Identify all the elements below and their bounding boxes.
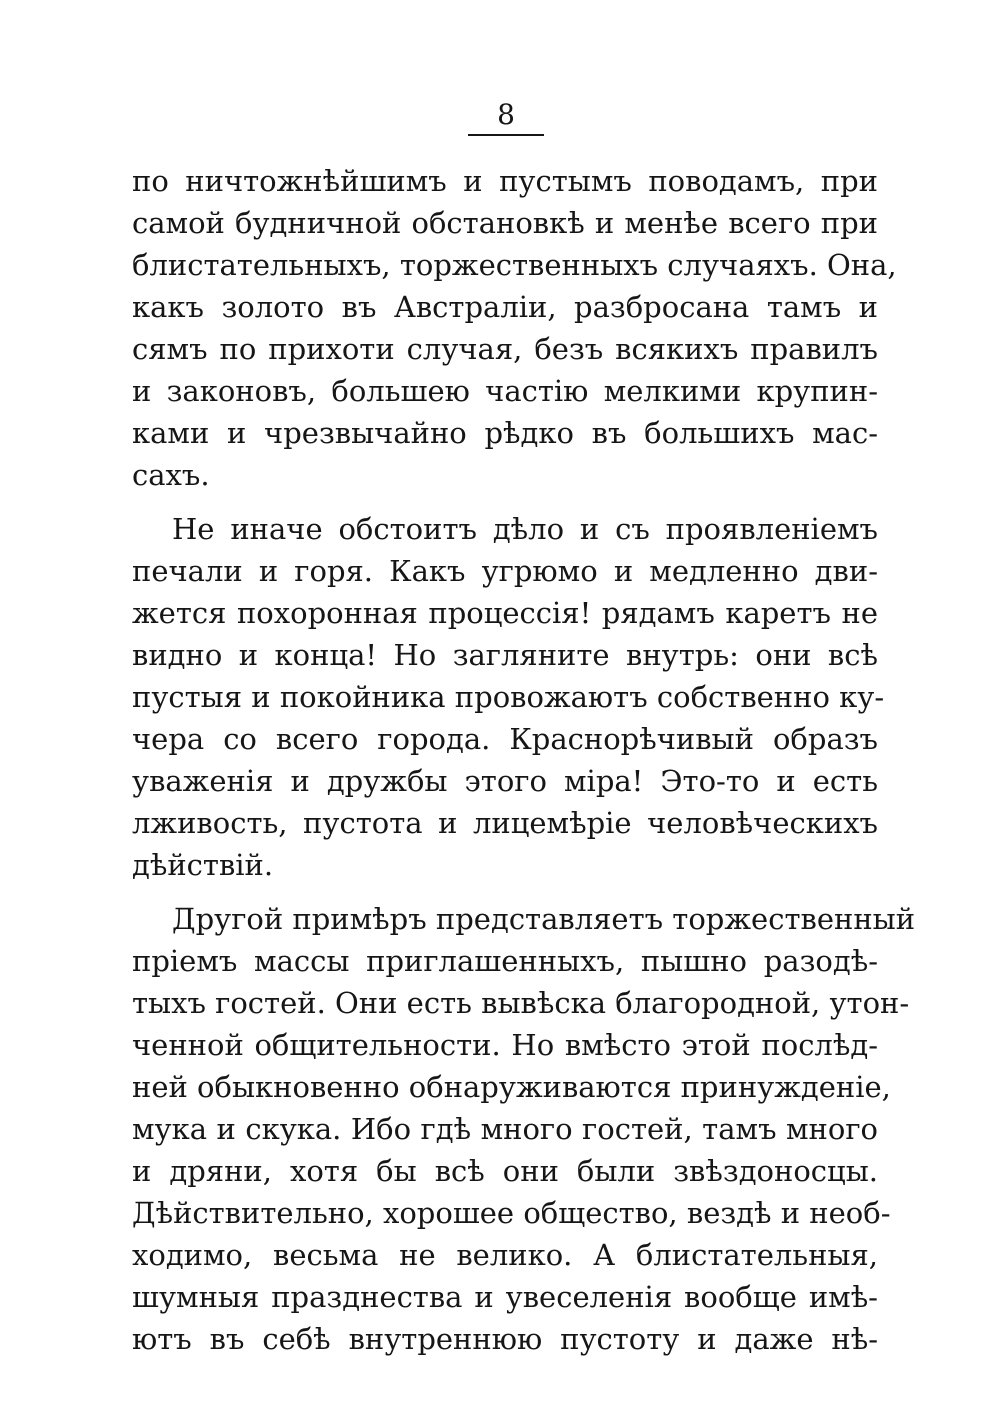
text-line: шумныя празднества и увеселенія вообще имѣ- bbox=[132, 1280, 878, 1314]
text-line: и дряни, хотя бы всѣ они были звѣздоносцы. bbox=[132, 1154, 878, 1188]
paragraph-1 bbox=[132, 160, 897, 496]
text-line: лживость, пустота и лицемѣріе человѣческихъ bbox=[132, 806, 878, 840]
text-line: дѣйствій. bbox=[132, 848, 274, 882]
text-line: Не иначе обстоитъ дѣло и съ проявленіемъ bbox=[172, 512, 878, 546]
page-number: 8 bbox=[497, 98, 515, 131]
text-line: сямъ по прихоти случая, безъ всякихъ правилъ bbox=[132, 332, 878, 366]
text-line: пустыя и покойника провожаютъ собственно ку- bbox=[132, 680, 885, 714]
text-line: и законовъ, большею частію мелкими крупин- bbox=[132, 374, 878, 408]
text-line: печали и горя. Какъ угрюмо и медленно дви- bbox=[132, 554, 878, 588]
text-line: самой будничной обстановкѣ и менѣе всего при bbox=[132, 206, 878, 240]
paragraph-3 bbox=[132, 898, 916, 1360]
text-line: ченной общительности. Но вмѣсто этой послѣд- bbox=[132, 1028, 878, 1062]
text-line: жется похоронная процессія! рядамъ каретъ не bbox=[132, 596, 878, 630]
text-line: Дѣйствительно, хорошее общество, вездѣ и необ- bbox=[132, 1196, 891, 1230]
text-line: блистательныхъ, торжественныхъ случаяхъ. Она, bbox=[132, 248, 897, 282]
paragraph-2 bbox=[132, 508, 885, 886]
text-line: какъ золото въ Австраліи, разбросана тамъ и bbox=[132, 290, 878, 324]
text-line: мука и скука. Ибо гдѣ много гостей, тамъ много bbox=[132, 1112, 878, 1146]
text-line: ходимо, весьма не велико. А блистательныя, bbox=[132, 1238, 878, 1272]
text-line: сахъ. bbox=[132, 458, 210, 492]
text-line: ками и чрезвычайно рѣдко въ большихъ мас- bbox=[132, 416, 878, 450]
text-line: по ничтожнѣйшимъ и пустымъ поводамъ, при bbox=[132, 164, 878, 198]
text-line: пріемъ массы приглашенныхъ, пышно разодѣ- bbox=[132, 944, 878, 978]
text-line: Другой примѣръ представляетъ торжественный bbox=[172, 902, 916, 936]
text-line: чера со всего города. Краснорѣчивый образъ bbox=[132, 722, 878, 756]
text-line: видно и конца! Но загляните внутрь: они всѣ bbox=[132, 638, 878, 672]
text-line: ней обыкновенно обнаруживаются принужденіе, bbox=[132, 1070, 891, 1104]
text-line: ютъ въ себѣ внутреннюю пустоту и даже нѣ- bbox=[132, 1322, 878, 1356]
body-text bbox=[132, 160, 916, 1360]
text-line: уваженія и дружбы этого міра! Это-то и есть bbox=[132, 764, 878, 798]
text-line: тыхъ гостей. Они есть вывѣска благородной, утон- bbox=[132, 986, 910, 1020]
page-number-rule bbox=[468, 134, 544, 136]
